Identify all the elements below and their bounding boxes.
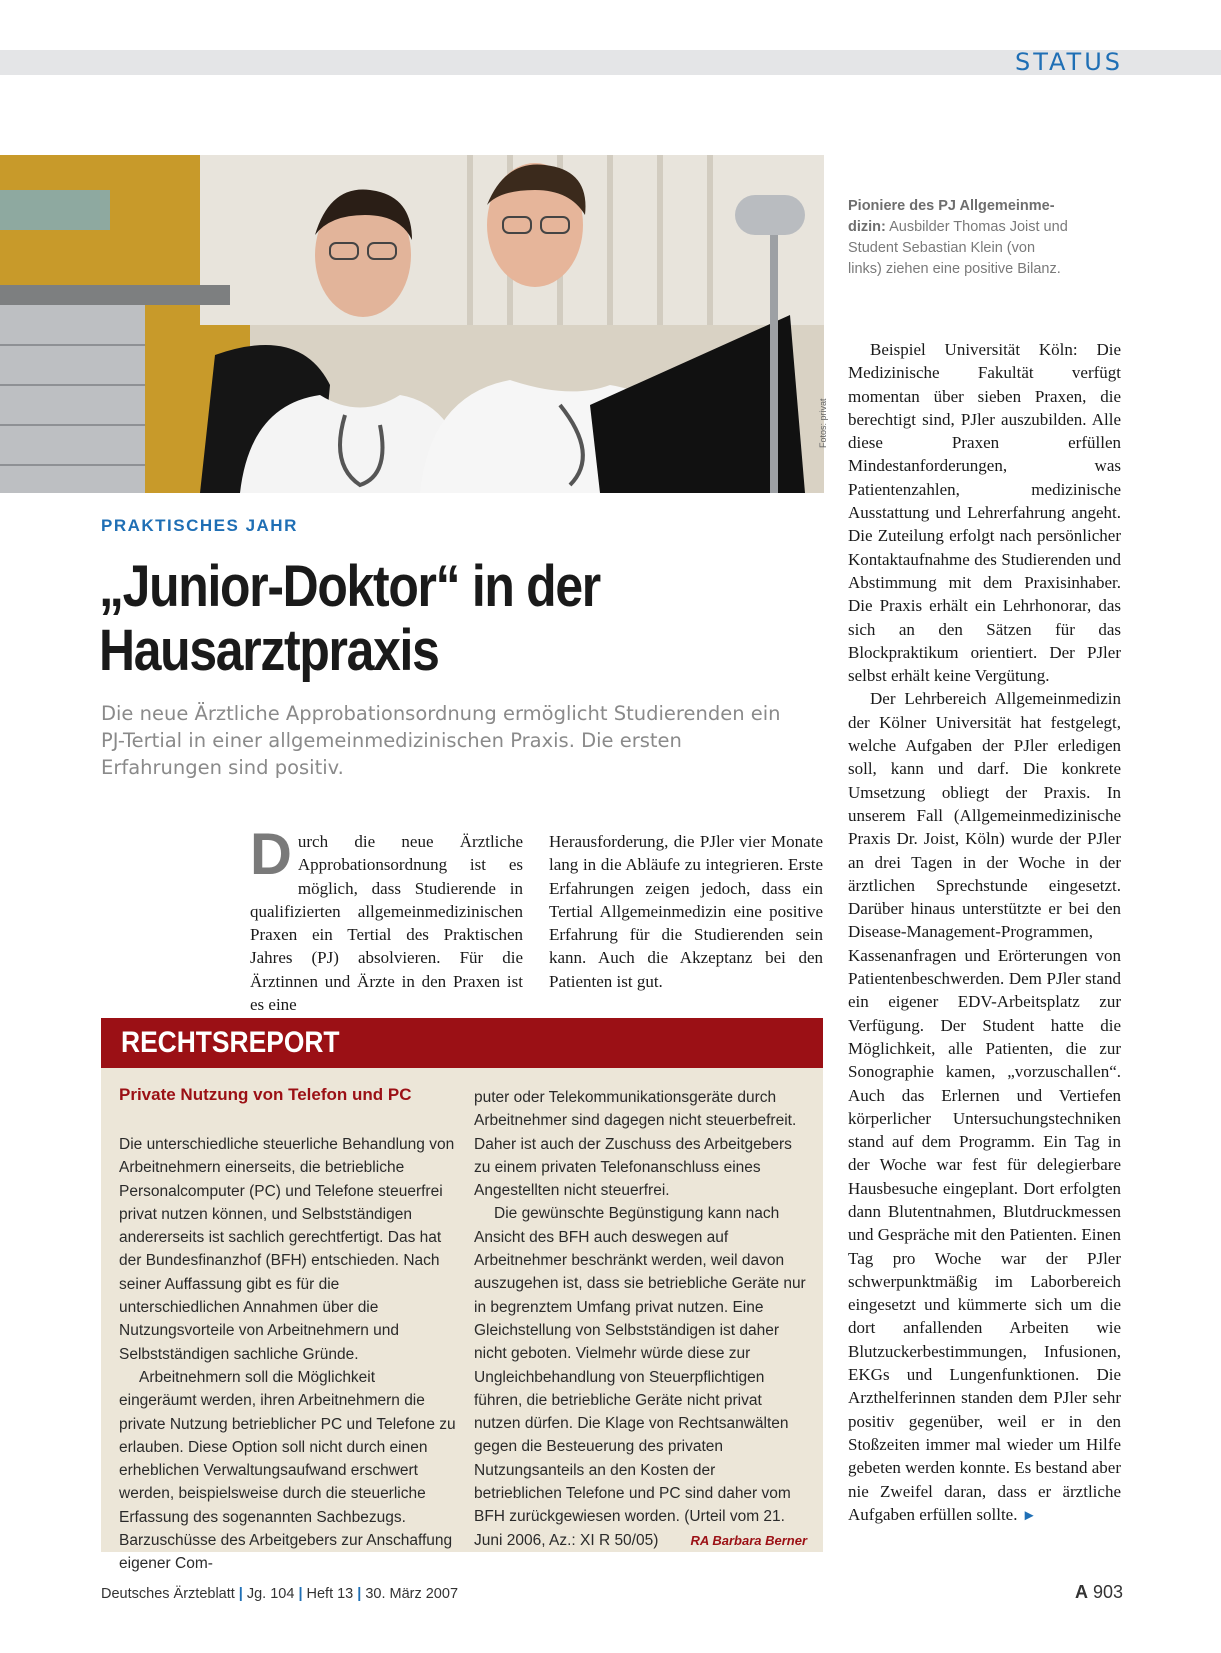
- rechtsreport-paragraph-3: puter oder Telekommunikationsgeräte durch Arbeitnehmer sind dagegen nicht steuerbefreit. Daher ist auch der Zuschuss des Arbeitgebers zu einem privaten Telefonanschluss eines Angestellten nicht steuerfrei.: [474, 1089, 797, 1200]
- photo-caption: [848, 196, 1068, 280]
- doctors-photo-illustration: [0, 155, 824, 493]
- rechtsreport-column-2: [474, 1086, 807, 1552]
- footer-separator: |: [357, 1586, 362, 1602]
- page-prefix: A: [1074, 1582, 1088, 1602]
- rechtsreport-author: RA Barbara Berner: [690, 1532, 807, 1548]
- page-number: [1075, 1582, 1123, 1603]
- issue-date: 30. März 2007: [365, 1586, 459, 1602]
- journal-name: Deutsches Ärzteblatt: [101, 1586, 235, 1602]
- article-column-3: [848, 338, 1121, 1528]
- page-footer: [101, 1586, 458, 1602]
- photo-credit: Fotos: privat: [818, 398, 828, 448]
- caption-bold: Pioniere des PJ Allgemeinme-dizin:: [848, 198, 1055, 235]
- column-3-paragraph-1: Beispiel Universität Köln: Die Medizinische Fakultät verfügt momentan über sieben Praxen, die berechtigt sind, PJler auszubilden. Alle diese Praxen erfüllen Mindestanforderungen, was Patientenzahlen, medizinische Ausstattung und Lehrerfahrung angeht. Die Zuteilung erfolgt nach persönlicher Kontaktaufnahme des Studierenden und Abstimmung mit dem Praxisinhaber. Die Praxis erhält ein Lehrhonorar, das sich an den Sätzen für das Blockpraktikum orientiert. Der PJler selbst erhält keine Vergütung.: [848, 340, 1121, 686]
- issue: Heft 13: [306, 1586, 354, 1602]
- rechtsreport-subtitle: Private Nutzung von Telefon und PC: [119, 1085, 412, 1104]
- rechtsreport-title: RECHTSREPORT: [121, 1026, 340, 1059]
- page-number-value: 903: [1092, 1582, 1123, 1602]
- section-label: STATUS: [1014, 48, 1123, 76]
- article-teaser: Die neue Ärztliche Approbationsordnung ermöglicht Studierenden ein PJ-Tertial in einer allgemeinmedizinischen Praxis. Die ersten Erfahrungen sind positiv.: [101, 702, 781, 779]
- continue-arrow-icon: ►: [1021, 1507, 1037, 1524]
- drop-cap: D: [250, 822, 292, 887]
- headline-line-2: Hausarztpraxis: [99, 618, 439, 683]
- headline-line-1: „Junior-Doktor“ in der: [99, 554, 600, 619]
- rechtsreport-paragraph-4: [474, 1202, 807, 1551]
- column-3-paragraph-2: [848, 687, 1121, 1528]
- rechtsreport-paragraph-4-text: Die gewünschte Begünstigung kann nach Ansicht des BFH auch deswegen auf Arbeitnehmer beschränkt werden, weil davon auszugehen ist, dass sie betriebliche Geräte nur in begrenztem Umfang privat nutzen. Eine Gleichstellung von Selbstständigen ist daher nicht geboten. Vielmehr würde diese zur Ungleichbehandlung von Steuerpflichtigen führen, die betriebliche Geräte nicht privat nutzen dürfen. Die Klage von Rechtsanwälten gegen die Besteuerung des privaten Nutzungsanteils an den Kosten der betrieblichen Telefone und PC sind daher vom BFH zurückgewiesen worden. (Urteil vom 21. Juni 2006, Az.: XI R 50/05): [474, 1205, 806, 1549]
- rechtsreport-paragraph-2: Arbeitnehmern soll die Möglichkeit eingeräumt werden, ihren Arbeitnehmern die private Nutzung betrieblicher PC und Telefone zu erlauben. Diese Option soll nicht durch einen erheblichen Verwaltungsaufwand erschwert werden, beispielsweise durch die steuerliche Erfassung des sogenannten Sachbezugs. Barzuschüsse des Arbeitgebers zur Anschaffung eigener Com-: [119, 1368, 456, 1573]
- rechtsreport-column-1: [119, 1133, 456, 1576]
- footer-separator: |: [238, 1586, 243, 1602]
- column-3-paragraph-2-text: Der Lehrbereich Allgemeinmedizin der Kölner Universität hat festgelegt, welche Aufgaben der PJler erledigen soll, kann und darf. Die konkrete Umsetzung obliegt der Praxis. In unserem Fall (Allgemeinmedizinische Praxis Dr. Joist, Köln) wurde der PJler an drei Tagen in der Woche in der ärztlichen Sprechstunde eingesetzt. Darüber hinaus unterstützte er bei den Disease-Management-Programmen, Kassenanfragen und Erörterungen von Patientenbeschwerden. Dem PJler stand ein eigener EDV-Arbeitsplatz zur Verfügung. Der Student hatte die Möglichkeit, alle Patienten, die zur Sonographie kamen, „vorzuschallen“. Auch das Erlernen und Vertiefen körperlicher Untersuchungstechniken stand auf dem Programm. Ein Tag in der Woche war fest für delegierbare Hausbesuche eingeplant. Dort erfolgten dann Blutentnahmen, Blutdruckmessen und Gespräche mit den Patienten. Einen Tag pro Woche war der PJler schwerpunktmäßig im Laborbereich eingesetzt und kümmerte sich um die dort anfallenden Arbeiten wie Blutzuckerbestimmungen, Infusionen, EKGs und Lungenfunktionen. Die Arzthelferinnen standen dem PJler sehr positiv gegenüber, weil er in den Stoßzeiten immer mal wieder um Hilfe gebeten werden konnte. Es bestand aber nie Zweifel daran, dass er ärztliche Aufgaben erfüllen sollte.: [848, 689, 1121, 1524]
- volume: Jg. 104: [246, 1586, 295, 1602]
- column-1-text: urch die neue Ärztliche Approbationsordnung ist es möglich, dass Studierende in qualifizierten allgemeinmedizinischen Praxen ein Tertial des Praktischen Jahres (PJ) absolvieren. Für die Ärztinnen und Ärzte in den Praxen ist es eine: [250, 832, 523, 1015]
- article-headline: [99, 555, 718, 683]
- caption-text: Ausbilder Thomas Joist und Student Sebastian Klein (von links) ziehen eine positive Bilanz.: [848, 219, 1068, 277]
- footer-separator: |: [298, 1586, 303, 1602]
- rechtsreport-paragraph-1: Die unterschiedliche steuerliche Behandlung von Arbeitnehmern einerseits, die betriebliche Personalcomputer (PC) und Telefone steuerfrei privat nutzen können, und Selbstständigen andererseits ist sachlich gerechtfertigt. Das hat der Bundesfinanzhof (BFH) entschieden. Nach seiner Auffassung gibt es für die unterschiedlichen Annahmen über die Nutzungsvorteile von Arbeitnehmern und Selbstständigen sachliche Gründe.: [119, 1136, 455, 1363]
- article-column-2: Herausforderung, die PJler vier Monate lang in die Abläufe zu integrieren. Erste Erfahrungen zeigen jedoch, dass ein Tertial Allgemeinmedizin eine positive Erfahrung für die Studierenden sein kann. Auch die Akzeptanz bei den Patienten ist gut.: [549, 832, 823, 991]
- article-column-1: [250, 822, 523, 1016]
- article-kicker: PRAKTISCHES JAHR: [101, 516, 298, 535]
- article-photo: [0, 155, 824, 493]
